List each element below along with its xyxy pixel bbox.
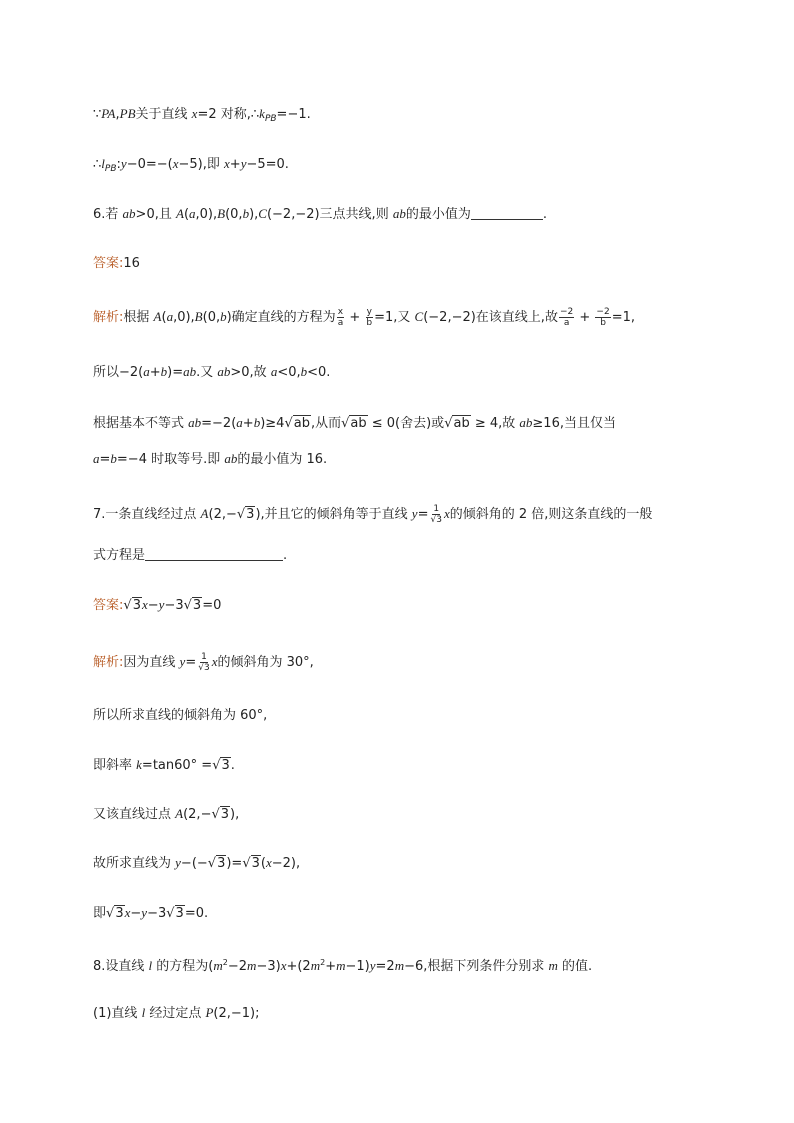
square-root: √3 (212, 758, 230, 773)
text: 的最小值为 16. (237, 452, 328, 467)
text: + (242, 416, 254, 431)
fraction (337, 307, 345, 328)
text: =−1. (276, 107, 311, 122)
question-7 (93, 504, 652, 525)
text: 式方程是 (93, 548, 146, 563)
text: . (283, 548, 288, 563)
text: m (336, 958, 346, 973)
solution-7-line (93, 652, 314, 673)
text: =0 (202, 598, 222, 613)
question-8 (93, 953, 592, 977)
text: (0, (202, 310, 221, 325)
radicand: 3 (203, 663, 210, 673)
text: ), (249, 207, 259, 222)
text: ab (122, 206, 136, 221)
text: .又 (196, 365, 218, 380)
text: x (224, 156, 230, 171)
text: 所以−2( (93, 365, 144, 380)
solution-7-line (93, 853, 300, 874)
text: (2,− (208, 507, 237, 522)
text: a (143, 364, 150, 379)
text: −3 (164, 598, 184, 613)
text: x (124, 905, 131, 920)
text: y (369, 958, 376, 973)
text: ,从而 (310, 416, 342, 431)
text: 根据基本不等式 (93, 416, 189, 431)
text: , (115, 107, 120, 122)
solution-6-line (93, 449, 327, 470)
answer-7 (93, 595, 221, 616)
text: = (417, 507, 429, 522)
text: −2), (271, 856, 301, 871)
text: 的值. (557, 959, 593, 974)
text: A (200, 506, 209, 521)
radicand: 3 (175, 906, 184, 921)
text: ab (183, 364, 197, 379)
text: −5),即 (178, 157, 225, 172)
text: x (191, 106, 198, 121)
text: ab (519, 415, 533, 430)
solution-7-line (93, 706, 267, 726)
text: ≥ 4,故 (470, 416, 520, 431)
answer-label: 答案: (93, 256, 124, 271)
text: −(− (180, 856, 208, 871)
subscript: PB (104, 164, 117, 174)
text: − (147, 598, 159, 613)
text: =tan60° = (141, 758, 213, 773)
question-6 (93, 204, 547, 225)
text: −1) (345, 959, 370, 974)
text: x (443, 506, 450, 521)
text: ab (188, 415, 202, 430)
text: y (141, 905, 148, 920)
answer-value: 16 (123, 256, 140, 271)
text: + (229, 157, 241, 172)
numerator: 1 (433, 504, 440, 514)
text: + (325, 959, 337, 974)
text: m (213, 958, 223, 973)
text: y (120, 156, 127, 171)
solution-7-line (93, 804, 239, 825)
text: + (575, 310, 595, 325)
answer-label: 答案: (93, 598, 124, 613)
text: −0=−( (126, 157, 173, 172)
text-line (93, 104, 311, 129)
text: C (414, 309, 424, 324)
text: 故所求直线为 (93, 856, 176, 871)
text: (2,−1); (213, 1006, 260, 1021)
fraction (595, 307, 610, 328)
square-root: √3 (123, 598, 141, 613)
text: 7.一条直线经过点 (93, 507, 201, 522)
subscript: PB (264, 114, 277, 124)
text: C (258, 206, 267, 221)
text: (0, (225, 207, 243, 222)
text-line (93, 154, 289, 179)
text: A (175, 206, 184, 221)
square-root: √3 (166, 906, 184, 921)
text: x (141, 597, 148, 612)
text: l (141, 1005, 146, 1020)
answer-6 (93, 254, 140, 274)
square-root: √3 (106, 906, 124, 921)
text: 的方程为( (152, 959, 214, 974)
text: m (247, 958, 257, 973)
text: ∴ (93, 157, 102, 172)
text: y (175, 855, 181, 870)
text: (2,− (183, 807, 212, 822)
text: x (280, 958, 287, 973)
text: b (220, 309, 227, 324)
text: +(2 (286, 959, 311, 974)
text: A (175, 806, 184, 821)
text: ab (224, 451, 238, 466)
text: y (240, 156, 247, 171)
text: )= (226, 856, 243, 871)
text: b (300, 364, 308, 379)
answer-blank (471, 205, 543, 220)
fraction (365, 307, 373, 328)
text: m (548, 958, 558, 973)
text: l (101, 156, 105, 171)
text: =2 (375, 959, 395, 974)
solution-6-line (93, 307, 635, 328)
text: =2 对称,∴ (197, 107, 260, 122)
text: b (242, 206, 250, 221)
fraction (197, 652, 210, 673)
square-root: √ab (284, 416, 310, 431)
text: 又该直线过点 (93, 807, 176, 822)
text: −2 (227, 959, 248, 974)
text: 的倾斜角为 30°, (217, 655, 314, 670)
square-root: √3 (211, 807, 230, 822)
denominator: b (366, 318, 373, 328)
solution-label: 解析: (93, 310, 124, 325)
text: m (310, 958, 321, 973)
text: B (217, 206, 226, 221)
text: y (179, 654, 186, 669)
text: PA (101, 106, 116, 121)
fraction (429, 504, 442, 525)
text: P (205, 1005, 214, 1020)
text: m (394, 958, 405, 973)
radicand: 3 (132, 598, 141, 613)
text: >0,故 (230, 365, 271, 380)
question-7 (93, 546, 287, 566)
text: a (189, 206, 196, 221)
square-root: √3 (242, 856, 260, 871)
text: a (166, 309, 174, 324)
text: ab (217, 364, 231, 379)
text: x (211, 654, 218, 669)
text: = (99, 452, 111, 467)
denominator: b (600, 318, 606, 328)
text: 8.设直线 (93, 959, 149, 974)
text: k (259, 106, 265, 121)
solution-label: 解析: (93, 655, 124, 670)
text: −5=0. (246, 157, 289, 172)
text: y (411, 506, 418, 521)
numerator: −2 (596, 307, 610, 317)
denominator: a (563, 318, 570, 328)
square-root: √ab (444, 416, 470, 431)
text: 经过定点 (145, 1006, 206, 1021)
text: x (172, 156, 179, 171)
text: )≥4 (260, 416, 285, 431)
solution-7-line (93, 903, 208, 924)
text: . (542, 207, 547, 222)
text: 的最小值为 (405, 207, 471, 222)
radicand: 3 (115, 906, 124, 921)
text: 关于直线 (135, 107, 192, 122)
text: ( (161, 310, 167, 325)
square-root: √3 (236, 507, 255, 522)
text: 所以所求直线的倾斜角为 60°, (93, 708, 268, 723)
text: 根据 (123, 310, 154, 325)
text: =1,又 (374, 310, 415, 325)
question-8-part-1 (93, 1003, 260, 1024)
text: 因为直线 (123, 655, 180, 670)
text: −6,根据下列条件分别求 (404, 959, 549, 974)
numerator: x (337, 307, 344, 317)
text: ( (183, 207, 190, 222)
text: b (160, 364, 168, 379)
radicand: 3 (217, 856, 226, 871)
text: l (148, 958, 153, 973)
text: −3 (147, 906, 167, 921)
text: ( (260, 856, 266, 871)
text: B (194, 309, 203, 324)
numerator: −2 (559, 307, 574, 317)
text: − (130, 906, 142, 921)
denominator: a (337, 318, 344, 328)
text: ab (392, 206, 406, 221)
text: . (230, 758, 235, 773)
solution-6-line (93, 413, 616, 434)
text: >0,且 (135, 207, 176, 222)
text: =−4 时取等号.即 (116, 452, 225, 467)
text: x (265, 855, 272, 870)
numerator: 1 (201, 652, 207, 662)
denominator: √3 (430, 515, 442, 525)
text: PB (119, 106, 136, 121)
text: (−2,−2)三点共线,则 (266, 207, 393, 222)
text: a (270, 364, 278, 379)
superscript: 2 (222, 958, 228, 967)
text: = (185, 655, 197, 670)
text: a (93, 451, 100, 466)
text: 即 (93, 906, 107, 921)
text: ), (230, 807, 240, 822)
text: =1, (611, 310, 635, 325)
text: ∵ (93, 107, 102, 122)
radicand: ab (350, 416, 367, 431)
radicand: 3 (251, 856, 260, 871)
text: : (116, 157, 121, 172)
text: (1)直线 (93, 1006, 142, 1021)
text: 即斜率 (93, 758, 137, 773)
solution-6-line (93, 362, 330, 383)
text: 的倾斜角的 2 倍,则这条直线的一般 (449, 507, 653, 522)
square-root: √ab (341, 416, 367, 431)
text: −3) (256, 959, 281, 974)
text: ≤ 0(舍去)或 (367, 416, 445, 431)
text: y (158, 597, 165, 612)
text: <0. (307, 365, 331, 380)
text: A (153, 309, 162, 324)
text: + (149, 365, 161, 380)
answer-blank (145, 546, 283, 561)
radicand: 3 (246, 507, 255, 522)
text: a (236, 415, 243, 430)
text: <0, (277, 365, 301, 380)
radicand: 3 (436, 515, 442, 525)
text: b (253, 415, 261, 430)
text: 6.若 (93, 207, 123, 222)
radicand: 3 (192, 598, 202, 613)
radicand: 3 (221, 758, 230, 773)
text: + (345, 310, 365, 325)
text: )确定直线的方程为 (226, 310, 336, 325)
numerator: y (366, 307, 372, 317)
radicand: ab (453, 416, 470, 431)
text: ,0), (173, 310, 195, 325)
denominator: √3 (198, 663, 210, 673)
text: ,0), (195, 207, 218, 222)
superscript: 2 (320, 958, 326, 967)
text: =−2( (201, 416, 237, 431)
radicand: ab (293, 416, 310, 431)
text: )= (167, 365, 184, 380)
text: =0. (184, 906, 209, 921)
text: ≥16,当且仅当 (532, 416, 616, 431)
solution-7-line (93, 755, 235, 776)
square-root: √3 (183, 598, 202, 613)
text: ),并且它的倾斜角等于直线 (255, 507, 412, 522)
radicand: 3 (220, 807, 230, 822)
text: k (136, 757, 142, 772)
fraction (559, 307, 574, 328)
square-root: √3 (207, 856, 226, 871)
text: b (110, 451, 117, 466)
text: (−2,−2)在该直线上,故 (423, 310, 558, 325)
